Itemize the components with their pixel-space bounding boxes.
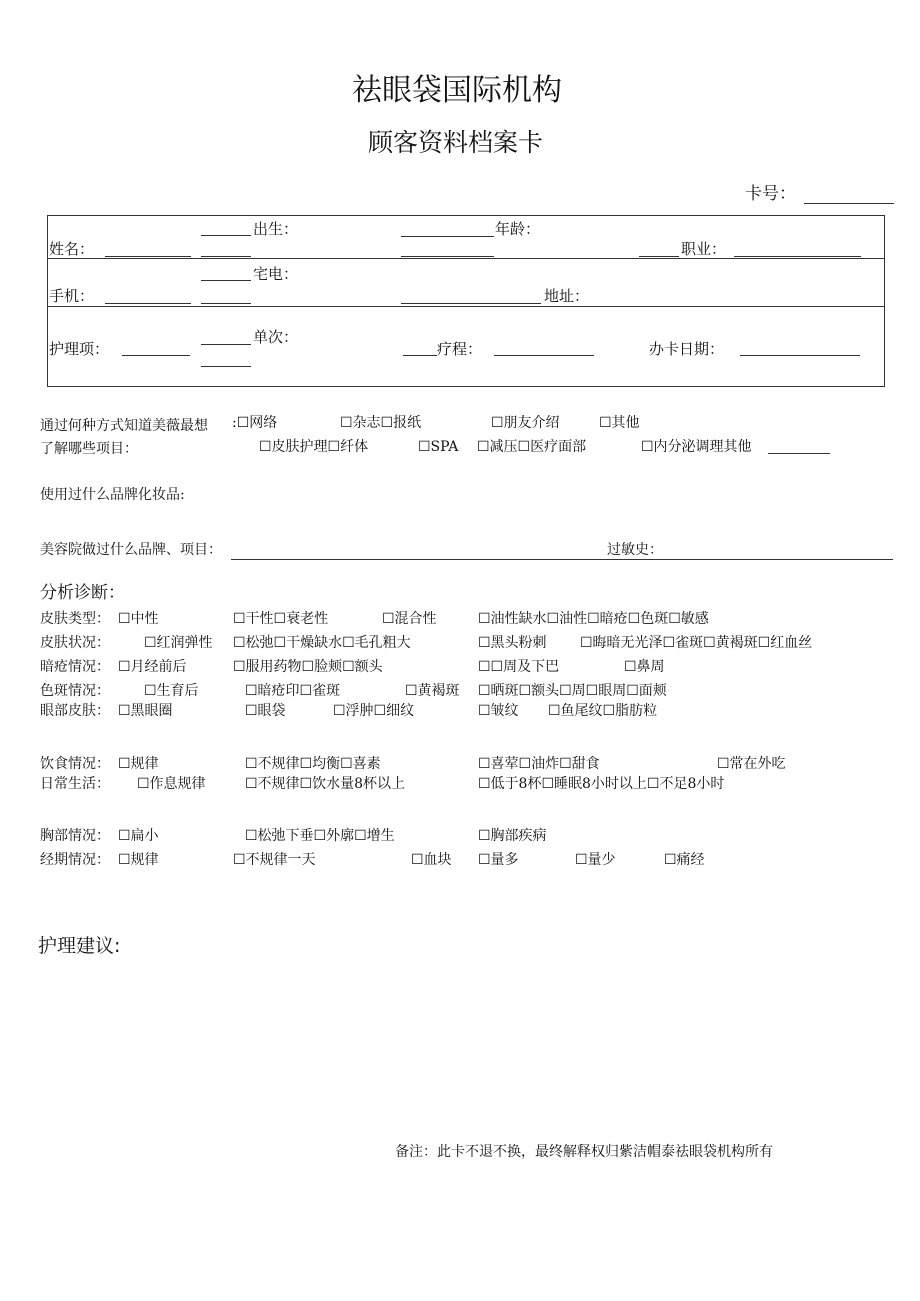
row-label: 眼部皮肤： [40,703,110,719]
option[interactable]: ☐红润弹性 [144,635,213,651]
option[interactable]: ☐不规律☐均衡☐喜素 [245,756,381,772]
row-label: 饮食情况： [40,756,110,772]
source-option-friend[interactable]: ☐朋友介绍 [491,415,560,431]
course-label: 疗程： [437,340,483,358]
name-label: 姓名： [49,240,95,258]
option[interactable]: ☐规律 [118,852,159,868]
option[interactable]: ☐鱼尾纹☐脂肪粒 [548,703,658,719]
option[interactable]: ☐☐周及下巴 [478,659,560,675]
care-item-field-extra2 [201,366,251,367]
option[interactable]: ☐油性缺水☐油性☐暗疮☐色斑☐敏感 [478,611,709,627]
option[interactable]: ☐胸部疾病 [478,828,547,844]
option[interactable]: ☐中性 [118,611,159,627]
option[interactable]: ☐皱纹 [478,703,519,719]
page-subtitle: 顾客资料档案卡 [368,128,544,157]
row-label: 经期情况： [40,852,110,868]
option[interactable]: ☐生育后 [144,683,199,699]
age-label: 年龄： [495,220,541,238]
divider [48,258,884,259]
card-no-field[interactable] [804,203,894,204]
option[interactable]: ☐黑头粉刺 [478,635,547,651]
page-title: 祛眼袋国际机构 [352,73,562,108]
job-field[interactable] [734,256,861,257]
row-label: 皮肤类型： [40,611,110,627]
option[interactable]: ☐混合性 [382,611,437,627]
source-option-web[interactable]: :☐网络 [232,415,278,431]
option[interactable]: ☐松弛☐干燥缺水☐毛孔粗大 [233,635,411,651]
project-relief[interactable]: ☐减压☐医疗面部 [477,439,587,455]
option[interactable]: ☐不规律一天 [233,852,316,868]
row-label: 胸部情况： [40,828,110,844]
cosmetics-question: 使用过什么品牌化妆品: [40,487,185,503]
care-item-field-extra [201,344,251,345]
option[interactable]: ☐鼻周 [624,659,665,675]
age-field[interactable] [639,256,679,257]
option[interactable]: ☐服用药物☐脸颊☐额头 [233,659,383,675]
name-field-extra [201,235,251,236]
card-date-label: 办卡日期： [649,340,725,358]
project-endocrine[interactable]: ☐内分泌调理其他 [641,439,752,455]
divider [48,306,884,307]
advice-heading: 护理建议: [38,935,121,957]
card-no-label: 卡号： [745,184,796,204]
footer-note: 备注：此卡不退不换，最终解释权归紫洁帽泰祛眼袋机构所有 [395,1144,773,1160]
care-item-label: 护理项： [49,340,110,358]
per-time-label: 单次： [253,328,299,346]
mobile-label: 手机： [49,287,95,305]
option[interactable]: ☐痛经 [664,852,705,868]
row-label: 色斑情况： [40,683,110,699]
birth-label: 出生： [253,220,299,238]
row-label: 暗疮情况： [40,659,110,675]
mobile-field-extra [201,280,251,281]
job-label: 职业： [681,240,727,258]
source-option-print[interactable]: ☐杂志☐报纸 [340,415,422,431]
salon-field[interactable] [231,559,893,560]
name-field-extra2 [201,256,251,257]
row-label: 皮肤状况： [40,635,110,651]
per-time-field[interactable] [403,355,437,356]
customer-info-box [47,215,885,387]
option[interactable]: ☐晒斑☐额头☐周☐眼周☐面颊 [478,683,667,699]
option[interactable]: ☐浮肿☐细纹 [333,703,415,719]
option[interactable]: ☐黑眼圈 [118,703,173,719]
birth-field[interactable] [401,236,494,237]
option[interactable]: ☐月经前后 [118,659,187,675]
home-phone-label: 宅电： [253,265,299,283]
option[interactable]: ☐黄褐斑 [405,683,460,699]
allergy-label: 过敏史： [607,542,663,558]
course-field[interactable] [494,355,594,356]
project-spa[interactable]: ☐SPA [418,439,459,455]
source-option-other[interactable]: ☐其他 [599,415,640,431]
row-label: 日常生活： [40,776,110,792]
salon-question: 美容院做过什么品牌、项目： [40,542,222,558]
option[interactable]: ☐作息规律 [137,776,206,792]
birth-field-lower [401,256,494,257]
projects-question: 了解哪些项目： [40,441,138,457]
option[interactable]: ☐喜荤☐油炸☐甜食 [478,756,600,772]
care-item-field[interactable] [122,355,190,356]
option[interactable]: ☐眼袋 [245,703,286,719]
option[interactable]: ☐干性☐衰老性 [233,611,329,627]
option[interactable]: ☐常在外吃 [717,756,786,772]
option[interactable]: ☐规律 [118,756,159,772]
source-question: 通过何种方式知道美薇最想 [40,418,208,434]
analysis-heading: 分析诊断： [40,583,125,603]
name-field[interactable] [105,256,191,257]
option[interactable]: ☐松弛下垂☐外廓☐增生 [245,828,395,844]
card-date-field[interactable] [740,355,860,356]
mobile-field[interactable] [105,303,191,304]
option[interactable]: ☐低于8杯☐睡眠8小时以上☐不足8小时 [478,776,725,792]
project-other-field[interactable] [768,453,830,454]
option[interactable]: ☐暗疮印☐雀斑 [245,683,341,699]
advice-area[interactable] [38,965,878,1125]
option[interactable]: ☐量少 [575,852,616,868]
project-skin-care[interactable]: ☐皮肤护理☐纤体 [259,439,369,455]
mobile-field-extra2 [201,303,251,304]
option[interactable]: ☐量多 [478,852,519,868]
home-phone-field[interactable] [401,303,541,304]
option[interactable]: ☐晦暗无光泽☐雀斑☐黄褐斑☐红血丝 [580,635,813,651]
address-label: 地址： [544,287,590,305]
option[interactable]: ☐血块 [411,852,452,868]
option[interactable]: ☐扁小 [118,828,159,844]
option[interactable]: ☐不规律☐饮水量8杯以上 [245,776,406,792]
